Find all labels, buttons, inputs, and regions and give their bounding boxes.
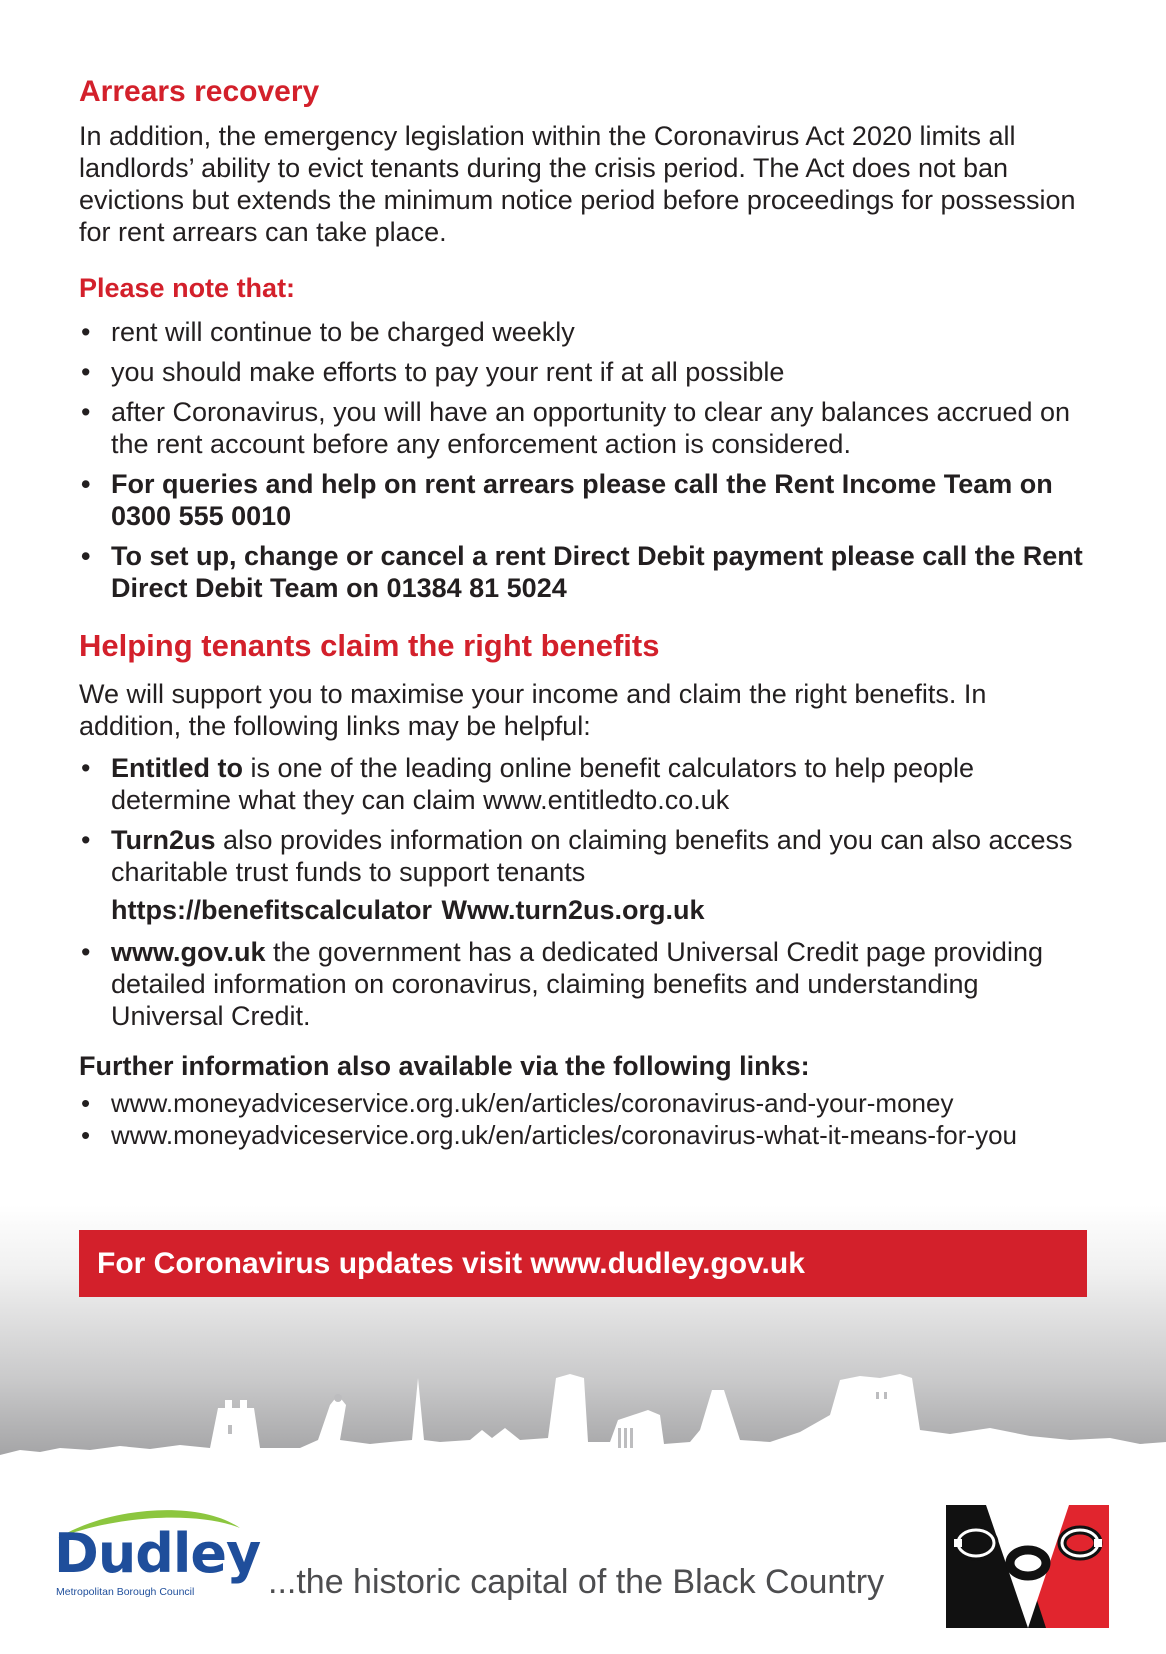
direct-debit-contact: • To set up, change or cancel a rent Direct Debit payment please call the Rent Direct Debit Team on 01384 81 5024 xyxy=(79,540,1089,604)
rent-income-contact: • For queries and help on rent arrears please call the Rent Income Team on 0300 555 0010 xyxy=(79,468,1089,532)
arrears-paragraph: In addition, the emergency legislation within the Coronavirus Act 2020 limits all landlords’ ability to evict tenants during the crisis period. The Act does not ban evictions but extends the minimum notice period before proceedings for possession for rent arrears can take place. xyxy=(79,121,1076,247)
govuk-label[interactable]: www.gov.uk xyxy=(111,937,266,967)
coronavirus-banner[interactable]: For Coronavirus updates visit www.dudley.gov.uk xyxy=(79,1230,1087,1297)
further-links xyxy=(79,1088,1089,1151)
skyline-silhouette xyxy=(0,1370,1166,1480)
turn2us-text: also provides information on claiming benefits and you can also access charitable trust funds to support tenants xyxy=(111,825,1073,887)
benefit-links[interactable]: https://benefitscalculator Www.turn2us.org.uk xyxy=(111,895,705,925)
govuk-text: the government has a dedicated Universal Credit page providing detailed information on coronavirus, claiming benefits and understanding Universal Credit. xyxy=(111,937,1043,1031)
tagline: ...the historic capital of the Black Country xyxy=(268,1563,885,1601)
note-heading: Please note that: xyxy=(79,273,296,303)
benefits-intro: We will support you to maximise your income and claim the right benefits. In addition, the following links may be helpful: xyxy=(79,679,987,741)
benefits-list xyxy=(79,752,1089,888)
benefits-heading: Helping tenants claim the right benefits xyxy=(79,628,660,663)
turn2us-item xyxy=(79,824,1089,888)
turn2us-label: Turn2us xyxy=(111,825,216,855)
list-item: • rent will continue to be charged weekly xyxy=(79,316,1089,348)
govuk-item xyxy=(79,936,1089,1032)
logo-subtitle: Metropolitan Borough Council xyxy=(56,1586,195,1598)
dudley-logo[interactable] xyxy=(50,1502,260,1602)
black-country-flag-icon xyxy=(946,1505,1109,1628)
entitled-label: Entitled to xyxy=(111,753,243,783)
list-item: • after Coronavirus, you will have an opportunity to clear any balances accrued on the rent account before any enforcement action is considered. xyxy=(79,396,1089,460)
main-content xyxy=(79,72,1089,1152)
arrears-heading: Arrears recovery xyxy=(79,75,320,108)
further-link[interactable]: • www.moneyadviceservice.org.uk/en/articles/coronavirus-and-your-money xyxy=(79,1088,1089,1119)
logo-wordmark: Dudley xyxy=(54,1522,261,1585)
entitled-item xyxy=(79,752,1089,816)
entitled-text: is one of the leading online benefit calculators to help people determine what they can claim www.entitledto.co.uk xyxy=(111,753,975,815)
further-link[interactable]: • www.moneyadviceservice.org.uk/en/articles/coronavirus-what-it-means-for-you xyxy=(79,1120,1089,1151)
govuk-list xyxy=(79,936,1089,1032)
list-item: • you should make efforts to pay your rent if at all possible xyxy=(79,356,1089,388)
further-heading: Further information also available via the following links: xyxy=(79,1051,810,1081)
note-list xyxy=(79,316,1089,604)
